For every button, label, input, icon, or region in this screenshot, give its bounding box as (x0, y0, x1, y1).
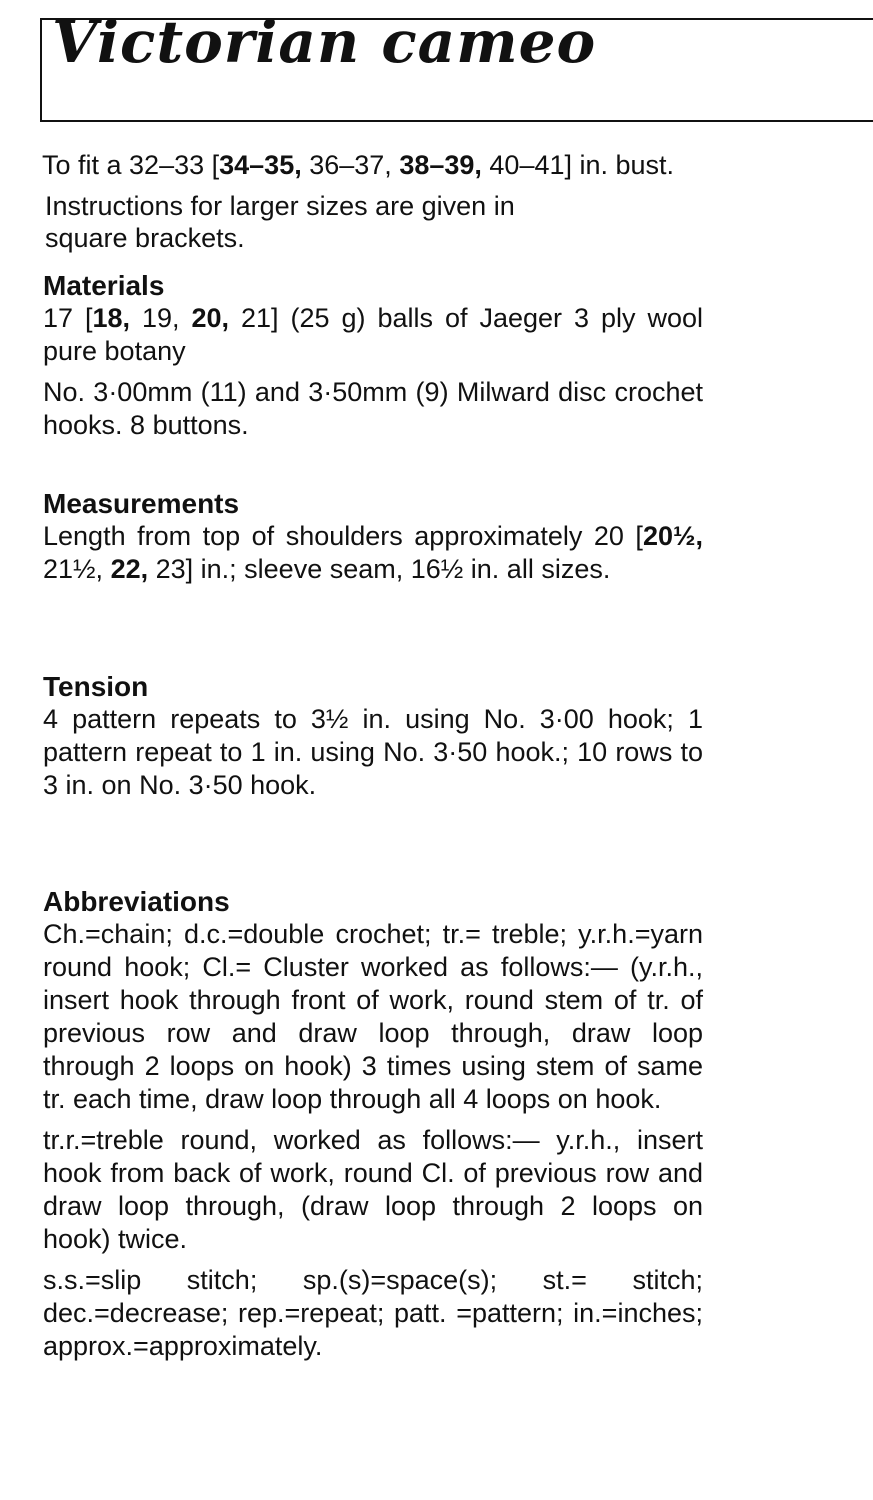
page-title: Victorian cameo (52, 8, 597, 76)
length-2: 20½, (642, 521, 703, 551)
length-suffix: 23] in.; sleeve seam, 16½ in. all sizes. (148, 554, 611, 584)
tension-heading: Tension (43, 671, 149, 702)
abbreviations-para-2: tr.r.=treble round, worked as follows:— y.r.h., insert hook from back of work, round Cl. of previous row and draw loop through, (draw loop through 2 loops on hook) twice. (43, 1125, 703, 1254)
materials-yarn (43, 302, 703, 368)
bust-sizes (42, 148, 674, 182)
length-4: 22, (110, 554, 149, 584)
materials-section (43, 270, 703, 442)
balls-suffix: 21] (25 g) balls of Jaeger 3 ply wool pure botany (43, 303, 703, 366)
abbreviations-para-3: s.s.=slip stitch; sp.(s)=space(s); st.= stitch; dec.=decrease; rep.=repeat; patt. =pattern; in.=inches; approx.=approximately. (43, 1265, 703, 1361)
size-5: 40–41] in. bust. (481, 150, 675, 180)
tension-text: 4 pattern repeats to 3½ in. using No. 3·00 hook; 1 pattern repeat to 1 in. using No. 3·50 hook.; 10 rows to 3 in. on No. 3·50 hook. (43, 704, 703, 800)
abbreviations-heading: Abbreviations (43, 886, 230, 917)
length-3: 21½, (43, 554, 111, 584)
materials-hooks: No. 3·00mm (11) and 3·50mm (9) Milward disc crochet hooks. 8 buttons. (43, 377, 703, 440)
size-3: 36–37, (301, 150, 400, 180)
materials-heading: Materials (43, 270, 165, 301)
measurements-section (43, 488, 703, 586)
abbreviations-para-1: Ch.=chain; d.c.=double crochet; tr.= treble; y.r.h.=yarn round hook; Cl.= Cluster worked as follows:— (y.r.h., insert hook through front of work, round stem of tr. of previous row and draw loop through, draw loop through 2 loops on hook) 3 times using stem of same tr. each time, draw loop through all 4 loops on hook. (43, 919, 703, 1114)
size-note: Instructions for larger sizes are given in square brackets. (45, 191, 515, 253)
balls-4: 20, (191, 303, 230, 333)
size-2: 34–35, (219, 150, 302, 180)
measurements-heading: Measurements (43, 488, 240, 519)
balls-2: 18, (92, 303, 131, 333)
balls-prefix: 17 [ (43, 303, 93, 333)
size-4: 38–39, (399, 150, 482, 180)
tension-section (43, 671, 703, 802)
balls-3: 19, (130, 303, 192, 333)
fit-prefix: To fit a 32–33 [ (42, 150, 220, 180)
abbreviations-section (43, 886, 703, 1363)
length-prefix: Length from top of shoulders approximately 20 [ (43, 521, 643, 551)
measurements-text (43, 520, 703, 586)
